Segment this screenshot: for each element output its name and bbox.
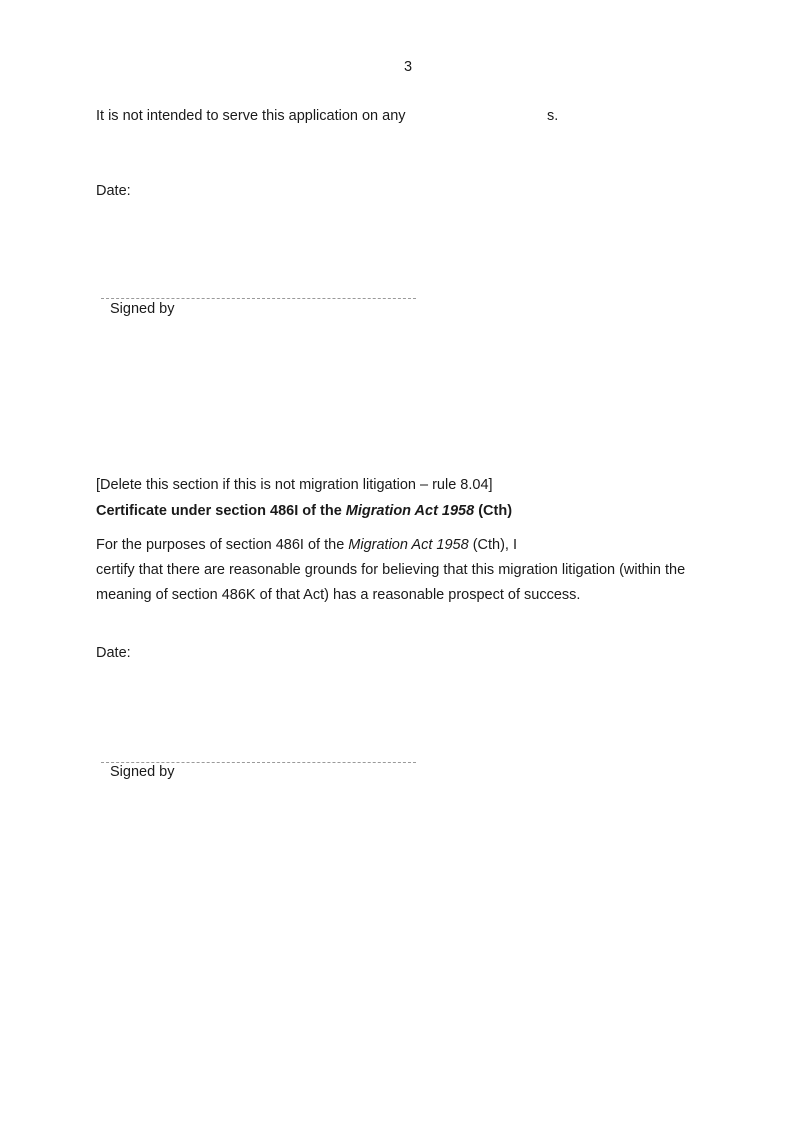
page-number: 3 [404, 59, 413, 75]
signed-by-label: Signed by [110, 764, 175, 780]
certificate-heading [96, 503, 512, 519]
signature-line [101, 762, 416, 763]
certificate-body-line-3: meaning of section 486K of that Act) has a reasonable prospect of success. [96, 587, 581, 603]
certificate-body-line-2: certify that there are reasonable grounds for believing that this migration litigation (within the [96, 562, 686, 578]
certificate-heading-suffix: (Cth) [474, 503, 513, 519]
service-statement-suffix: s. [547, 108, 559, 124]
certificate-body-prefix: For the purposes of section 486I of the [96, 537, 349, 553]
signed-by-label: Signed by [110, 301, 175, 317]
certificate-heading-act: Migration Act 1958 [345, 503, 475, 519]
certificate-body-act: Migration Act 1958 [348, 537, 469, 553]
certificate-heading-prefix: Certificate under section 486I of the [96, 503, 346, 519]
signature-line [101, 298, 416, 299]
certificate-note: [Delete this section if this is not migration litigation – rule 8.04] [96, 477, 493, 493]
date-label: Date: [96, 183, 131, 199]
date-label: Date: [96, 645, 131, 661]
certificate-body-suffix: (Cth), I [468, 537, 518, 553]
service-statement: It is not intended to serve this application on any [96, 108, 406, 124]
certificate-body-line-1 [96, 537, 517, 553]
